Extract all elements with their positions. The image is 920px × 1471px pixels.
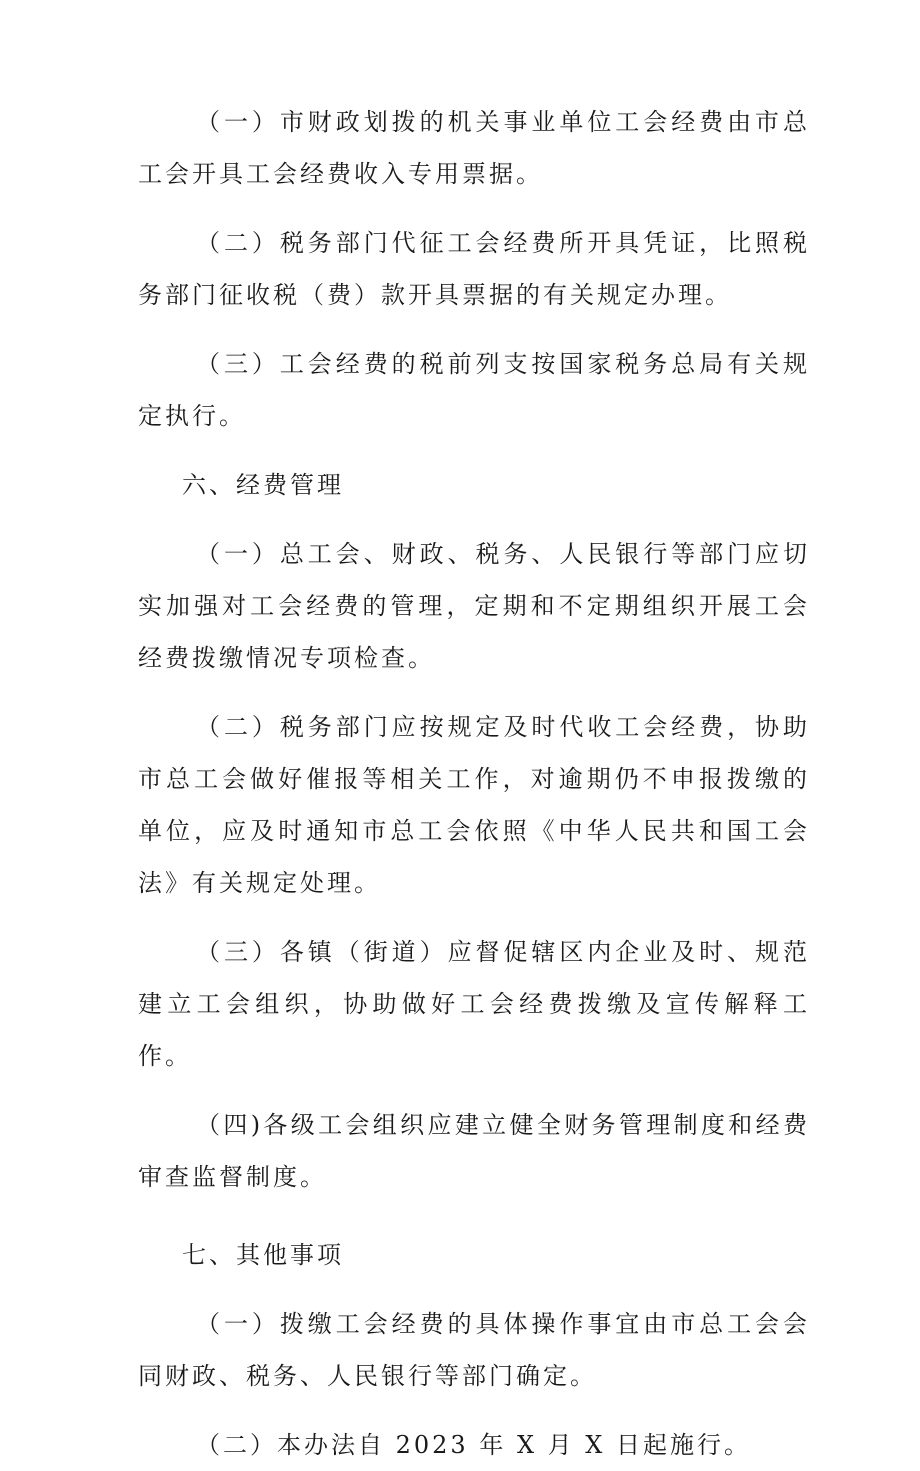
paragraph-5-2-tax-voucher: （二）税务部门代征工会经费所开具凭证，比照税务部门征收税（费）款开具票据的有关规定办理。 bbox=[138, 229, 810, 309]
paragraph-5-3-pretax-deduction: （三）工会经费的税前列支按国家税务总局有关规定执行。 bbox=[138, 350, 810, 430]
document-body bbox=[138, 96, 810, 1471]
paragraph-6-4-financial-system: （四)各级工会组织应建立健全财务管理制度和经费审查监督制度。 bbox=[138, 1111, 810, 1191]
paragraph-6-2-tax-collection: （二）税务部门应按规定及时代收工会经费，协助市总工会做好催报等相关工作，对逾期仍不申报拨缴的单位，应及时通知市总工会依照《中华人民共和国工会法》有关规定处理。 bbox=[138, 713, 810, 897]
paragraph-7-1-operation: （一）拨缴工会经费的具体操作事宜由市总工会会同财政、税务、人民银行等部门确定。 bbox=[138, 1310, 810, 1390]
paragraph-5-1-receipt: （一）市财政划拨的机关事业单位工会经费由市总工会开具工会经费收入专用票据。 bbox=[138, 108, 810, 188]
section-heading-7: 七、其他事项 bbox=[182, 1241, 344, 1269]
paragraph-6-1-management: （一）总工会、财政、税务、人民银行等部门应切实加强对工会经费的管理，定期和不定期组织开展工会经费拨缴情况专项检查。 bbox=[138, 540, 810, 672]
section-heading-6: 六、经费管理 bbox=[182, 471, 344, 499]
paragraph-6-3-street-supervision: （三）各镇（街道）应督促辖区内企业及时、规范建立工会组织，协助做好工会经费拨缴及宣传解释工作。 bbox=[138, 938, 810, 1070]
paragraph-7-2-effective-date: （二）本办法自 2023 年 X 月 X 日起施行。 bbox=[196, 1431, 752, 1459]
